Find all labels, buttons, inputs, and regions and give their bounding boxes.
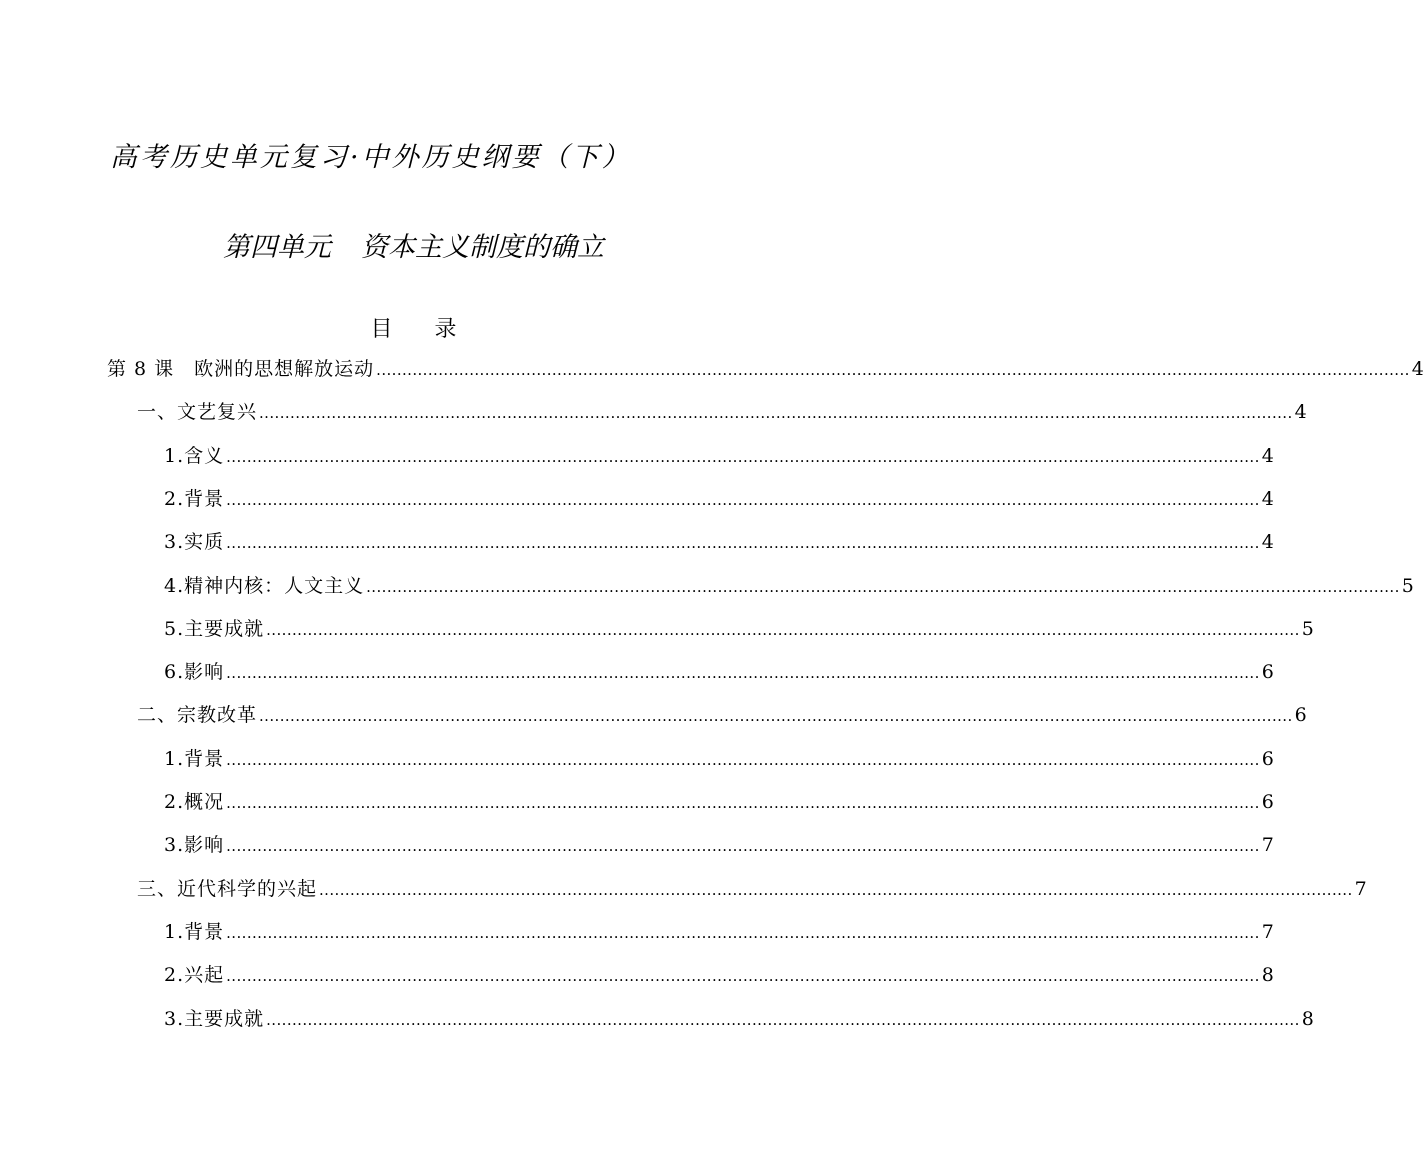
toc-leader-dots: ........................................................................................................................................................................................................ (266, 1011, 1300, 1029)
toc-entry[interactable] (137, 398, 1307, 426)
toc-leader-dots: ........................................................................................................................................................................................................ (366, 578, 1400, 596)
toc-entry-page: 7 (1261, 834, 1274, 856)
toc-leader-dots: ........................................................................................................................................................................................................ (376, 361, 1410, 379)
toc-entry[interactable] (164, 485, 1274, 513)
toc-entry-label: 4.精神内核：人文主义 (164, 575, 365, 597)
toc-entry-label: 第 8 课 欧洲的思想解放运动 (107, 358, 375, 380)
toc-entry[interactable] (164, 528, 1274, 556)
toc-leader-dots: ........................................................................................................................................................................................................ (266, 621, 1300, 639)
toc-entry-label: 二、宗教改革 (137, 704, 258, 726)
toc-entry-label: 2.背景 (164, 488, 225, 510)
toc-entry-label: 2.兴起 (164, 964, 225, 986)
toc-entry[interactable] (164, 918, 1274, 946)
toc-entry-label: 1.含义 (164, 445, 225, 467)
toc-leader-dots: ........................................................................................................................................................................................................ (226, 664, 1260, 682)
unit-title: 资本主义制度的确立 (361, 232, 604, 263)
toc-entry-label: 一、文艺复兴 (137, 401, 258, 423)
toc-entry[interactable] (164, 615, 1314, 643)
toc-entry-label: 1.背景 (164, 748, 225, 770)
toc-entry-label: 2.概况 (164, 791, 225, 813)
toc-entry[interactable] (164, 442, 1274, 470)
toc-entry-page: 5 (1401, 575, 1414, 597)
toc-entry-page: 8 (1261, 964, 1274, 986)
toc-leader-dots: ........................................................................................................................................................................................................ (259, 707, 1293, 725)
toc-leader-dots: ........................................................................................................................................................................................................ (226, 794, 1260, 812)
toc-entry[interactable] (164, 745, 1274, 773)
toc-entry[interactable] (164, 1005, 1314, 1033)
toc-entry-page: 6 (1261, 661, 1274, 683)
toc-leader-dots: ........................................................................................................................................................................................................ (259, 404, 1293, 422)
toc-leader-dots: ........................................................................................................................................................................................................ (226, 534, 1260, 552)
toc-entry-page: 4 (1411, 358, 1424, 380)
toc-entry-page: 7 (1261, 921, 1274, 943)
toc-entry-label: 5.主要成就 (164, 618, 265, 640)
toc-leader-dots: ........................................................................................................................................................................................................ (226, 924, 1260, 942)
toc-entry[interactable] (164, 658, 1274, 686)
toc-entry-page: 7 (1354, 878, 1367, 900)
toc-leader-dots: ........................................................................................................................................................................................................ (226, 751, 1260, 769)
toc-entry-label: 三、近代科学的兴起 (137, 878, 318, 900)
toc-heading-left: 目 (370, 317, 393, 342)
toc-leader-dots: ........................................................................................................................................................................................................ (226, 491, 1260, 509)
toc-entry-label: 3.影响 (164, 834, 225, 856)
toc-leader-dots: ........................................................................................................................................................................................................ (226, 967, 1260, 985)
toc-leader-dots: ........................................................................................................................................................................................................ (226, 837, 1260, 855)
toc-entry[interactable] (137, 875, 1367, 903)
toc-entry-page: 6 (1261, 791, 1274, 813)
toc-entry-page: 5 (1301, 618, 1314, 640)
toc-entry[interactable] (164, 831, 1274, 859)
toc-entry-page: 6 (1294, 704, 1307, 726)
unit-label: 第四单元 (223, 232, 331, 263)
toc-entry-page: 4 (1261, 531, 1274, 553)
toc-entry-page: 4 (1294, 401, 1307, 423)
toc-entry-label: 6.影响 (164, 661, 225, 683)
toc-entry-label: 1.背景 (164, 921, 225, 943)
toc-entry-page: 6 (1261, 748, 1274, 770)
toc-entry[interactable] (107, 355, 1424, 383)
toc-heading-right: 录 (434, 317, 457, 342)
toc-leader-dots: ........................................................................................................................................................................................................ (319, 881, 1353, 899)
toc-entry-page: 4 (1261, 488, 1274, 510)
toc-entry[interactable] (164, 788, 1274, 816)
toc-entry-label: 3.主要成就 (164, 1008, 265, 1030)
document-title: 高考历史单元复习·中外历史纲要（下） (110, 142, 632, 173)
toc-leader-dots: ........................................................................................................................................................................................................ (226, 448, 1260, 466)
toc-entry-page: 4 (1261, 445, 1274, 467)
toc-entry[interactable] (137, 701, 1307, 729)
toc-entry[interactable] (164, 572, 1414, 600)
toc-entry[interactable] (164, 961, 1274, 989)
toc-entry-page: 8 (1301, 1008, 1314, 1030)
toc-entry-label: 3.实质 (164, 531, 225, 553)
